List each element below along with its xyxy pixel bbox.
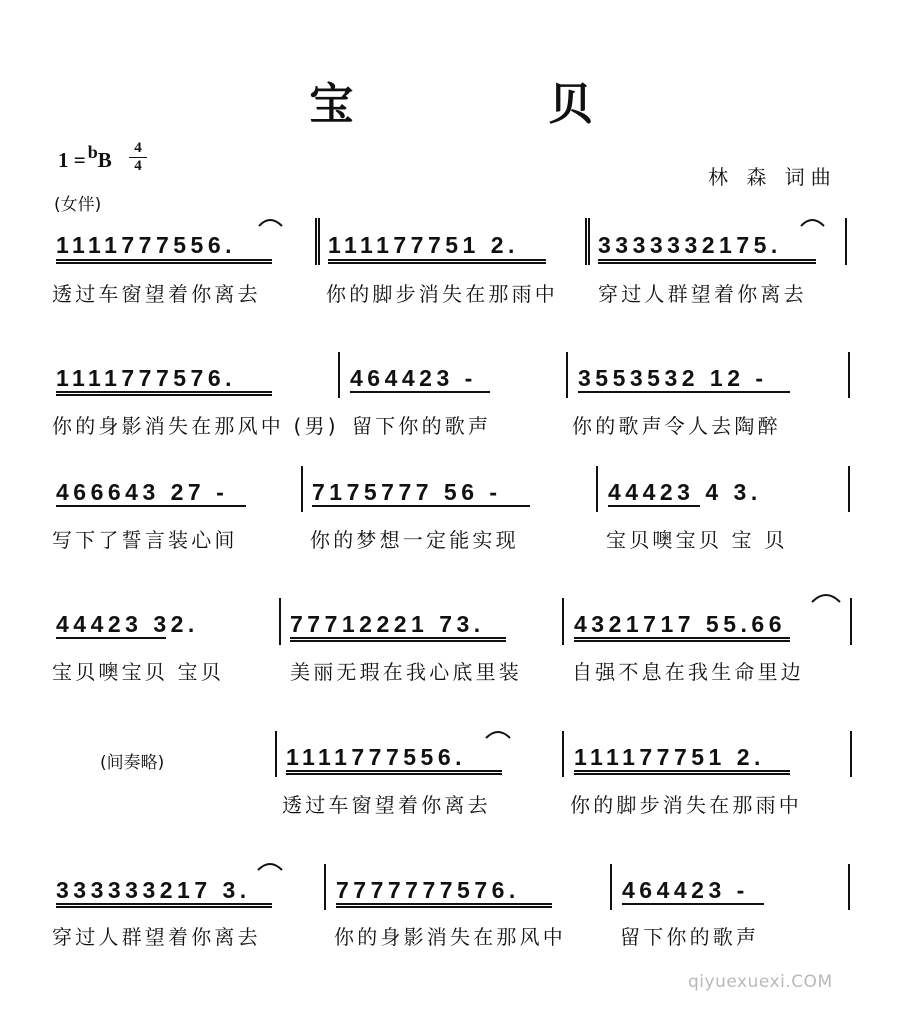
notes-line2-bar3: 3553532 12 -	[578, 365, 768, 391]
notes-line5-bar1: 1111777556.	[286, 744, 466, 770]
lyric-line4-bar3: 自强不息在我生命里边	[572, 660, 804, 684]
notes-line4-bar2: 77712221 73.	[290, 611, 485, 637]
notes-line1-bar1: 1111777556.	[56, 232, 236, 258]
lyric-line5-bar1: 透过车窗望着你离去	[282, 793, 491, 817]
lyric-line2-bar3: 你的歌声令人去陶醉	[572, 414, 781, 438]
page-title: 宝 贝	[309, 79, 683, 130]
notes-line4-bar3: 4321717 55.66	[574, 611, 786, 637]
notes-line3-bar3: 44423 4 3.	[608, 479, 762, 505]
credit: 林 森 词曲	[708, 165, 837, 189]
lyric-line3-bar3: 宝贝噢宝贝 宝 贝	[606, 528, 788, 552]
notes-line4-bar1: 44423 32.	[56, 611, 199, 637]
notes-line6-bar3: 464423 -	[622, 877, 749, 903]
lyric-line5-bar2: 你的脚步消失在那雨中	[570, 793, 802, 817]
time-top: 4	[129, 140, 147, 158]
key-note: B	[97, 148, 112, 172]
lyric-line6-bar3: 留下你的歌声	[620, 925, 760, 949]
notes-line6-bar1: 333333217 3.	[56, 877, 251, 903]
lyric-line3-bar1: 写下了誓言装心间	[52, 528, 238, 552]
notes-line6-bar2: 7777777576.	[336, 877, 520, 903]
lyric-line1-bar3: 穿过人群望着你离去	[598, 282, 807, 306]
lyric-line2-bar1: 你的身影消失在那风中 (男)	[52, 414, 339, 438]
lyric-line2-bar2: 留下你的歌声	[352, 414, 492, 438]
watermark: qiyuexuexi.COM	[688, 972, 833, 992]
key-signature	[58, 142, 112, 173]
lyric-line3-bar2: 你的梦想一定能实现	[310, 528, 519, 552]
lyric-line4-bar1: 宝贝噢宝贝 宝贝	[52, 660, 224, 684]
time-signature	[129, 140, 147, 175]
time-bottom: 4	[134, 158, 142, 174]
lyric-line6-bar2: 你的身影消失在那风中	[334, 925, 566, 949]
lyric-line4-bar2: 美丽无瑕在我心底里装	[290, 660, 522, 684]
interlude-label: (间奏略)	[100, 753, 165, 773]
voice-label: (女伴)	[54, 195, 102, 215]
flat-sign: b	[87, 142, 98, 162]
notes-line1-bar2: 111177751 2.	[328, 232, 519, 258]
notes-line2-bar2: 464423 -	[350, 365, 477, 391]
notes-line5-bar2: 111177751 2.	[574, 744, 765, 770]
notes-line2-bar1: 1111777576.	[56, 365, 236, 391]
lyric-line1-bar2: 你的脚步消失在那雨中	[326, 282, 558, 306]
lyric-line6-bar1: 穿过人群望着你离去	[52, 925, 261, 949]
key-prefix: 1 =	[58, 148, 86, 172]
notes-line3-bar2: 7175777 56 -	[312, 479, 502, 505]
lyric-line1-bar1: 透过车窗望着你离去	[52, 282, 261, 306]
notes-line1-bar3: 3333332175.	[598, 232, 782, 258]
notes-line3-bar1: 466643 27 -	[56, 479, 229, 505]
